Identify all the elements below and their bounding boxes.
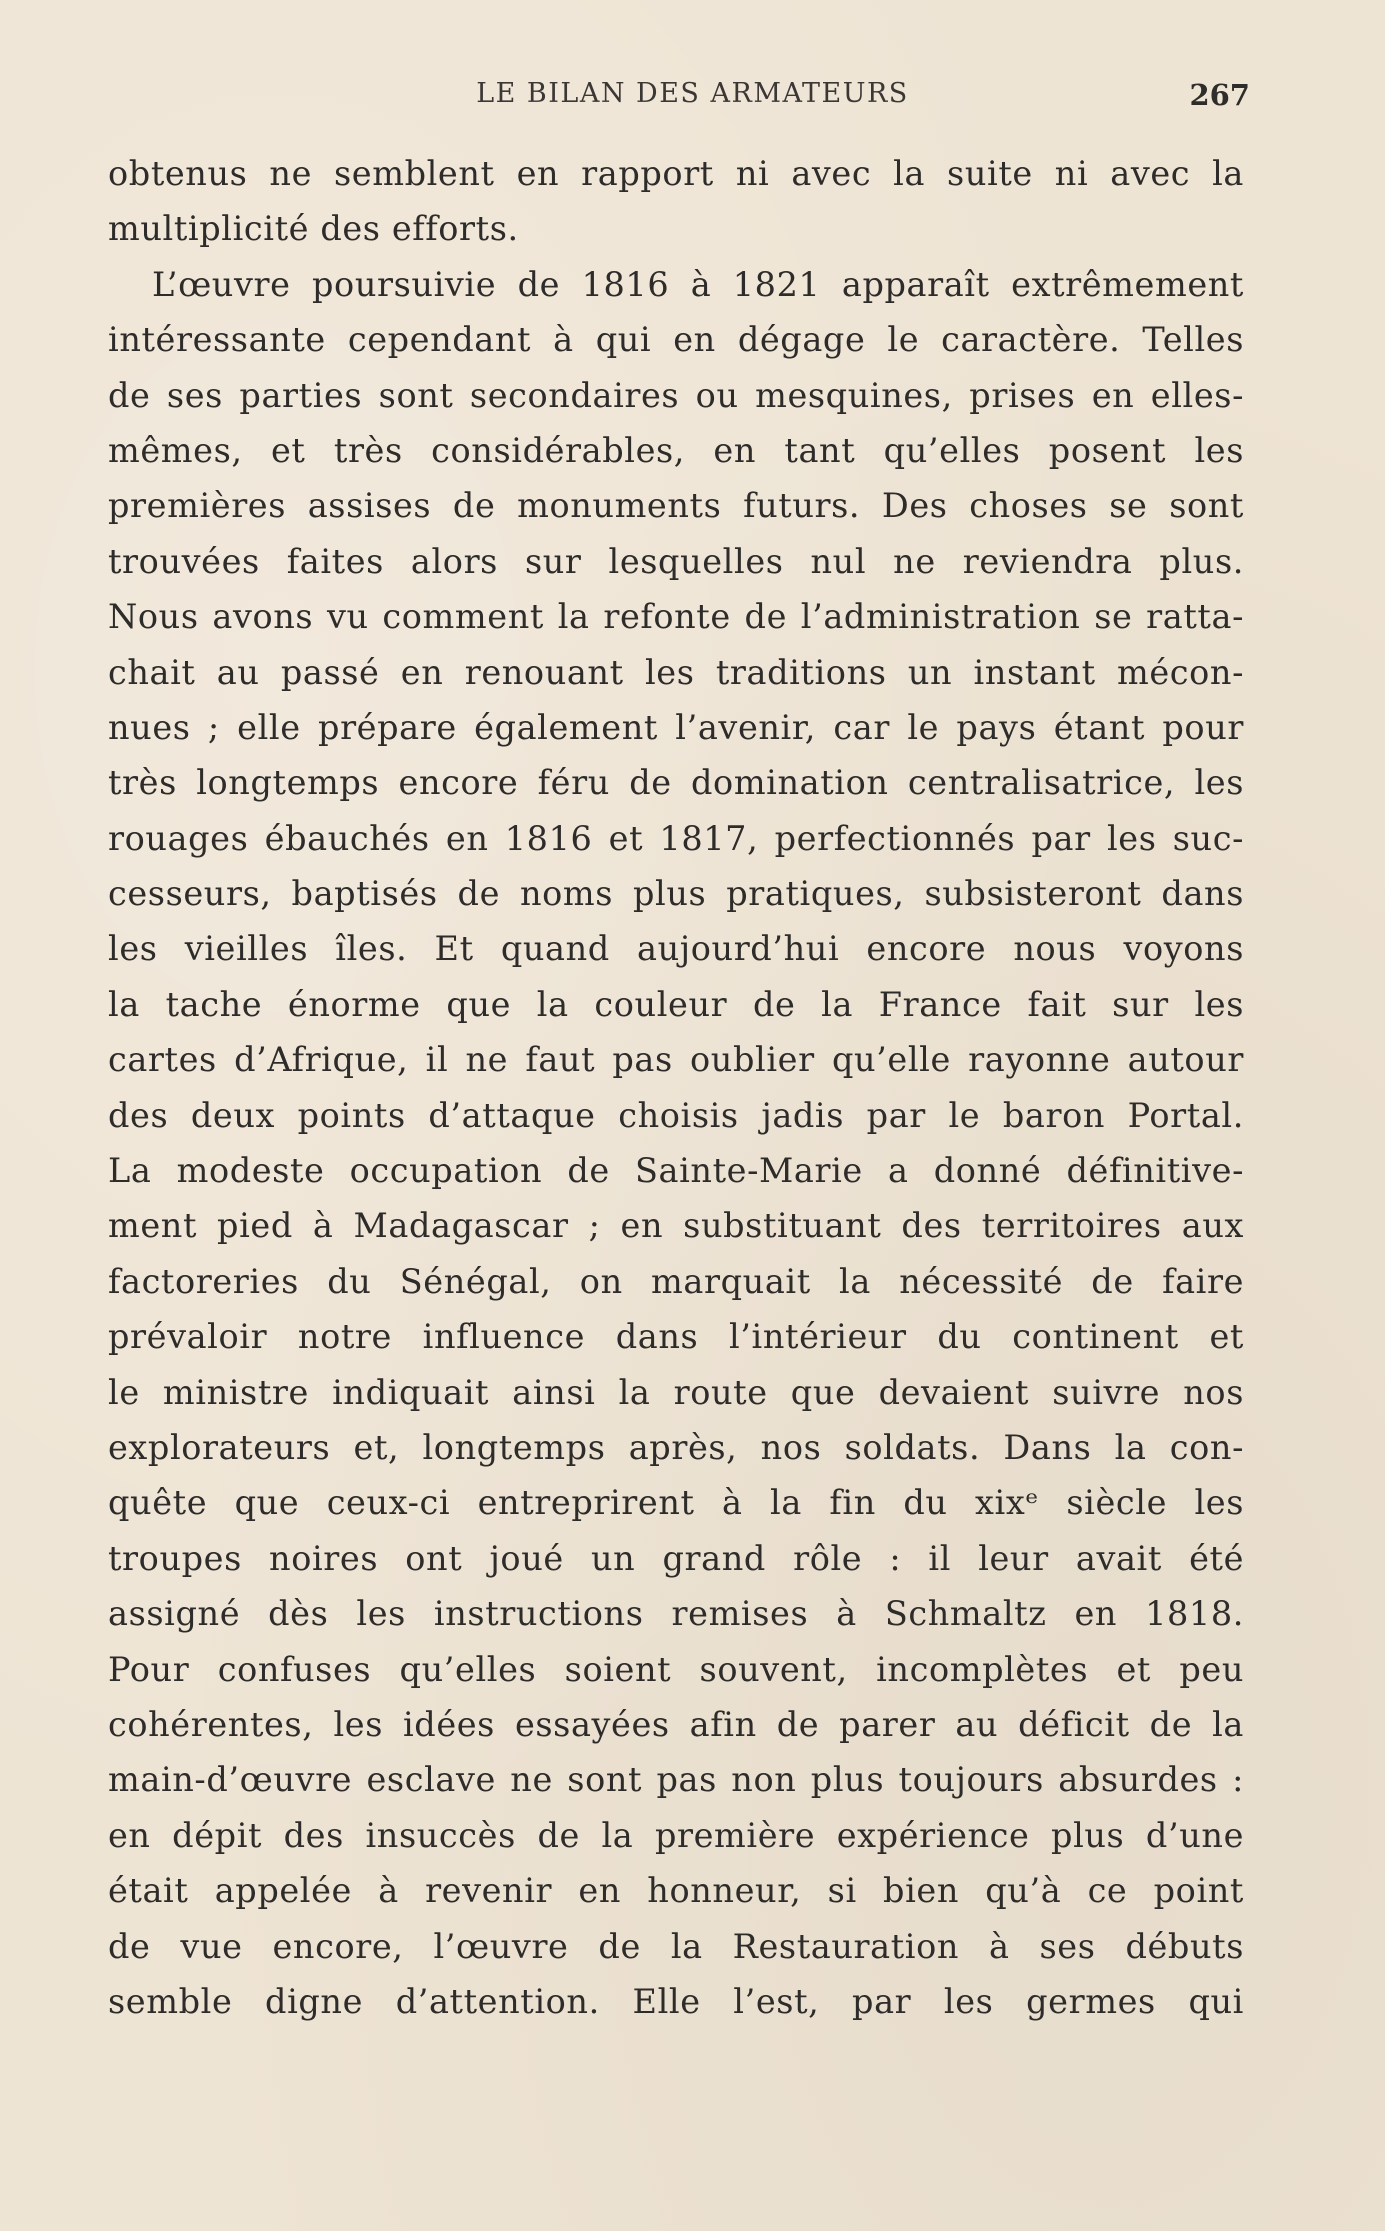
text-line: trouvées faites alors sur lesquelles nul ne reviendra plus. — [108, 541, 1244, 581]
text-line: Nous avons vu comment la refonte de l’administration se ratta- — [108, 597, 1244, 637]
text-line: très longtemps encore féru de domination centralisatrice, les — [108, 763, 1244, 803]
text-line: multiplicité des efforts. — [108, 209, 519, 249]
text-line: main-d’œuvre esclave ne sont pas non plus toujours absurdes : — [108, 1760, 1244, 1800]
text-line: troupes noires ont joué un grand rôle : il leur avait été — [108, 1538, 1244, 1578]
text-line: cohérentes, les idées essayées afin de parer au déficit de la — [108, 1704, 1244, 1744]
text-line: Pour confuses qu’elles soient souvent, incomplètes et peu — [108, 1649, 1244, 1689]
text-line: obtenus ne semblent en rapport ni avec la suite ni avec la — [108, 154, 1244, 193]
text-line: prévaloir notre influence dans l’intérieur du continent et — [108, 1317, 1244, 1357]
running-head — [0, 78, 1385, 118]
text-line: était appelée à revenir en honneur, si bien qu’à ce point — [108, 1871, 1244, 1911]
text-line: rouages ébauchés en 1816 et 1817, perfectionnés par les suc- — [108, 818, 1244, 858]
text-line: cartes d’Afrique, il ne faut pas oublier qu’elle rayonne autour — [108, 1040, 1244, 1080]
page-number: 267 — [1189, 78, 1250, 112]
text-line: semble digne d’attention. Elle l’est, par les germes qui — [108, 1981, 1244, 2021]
text-line: premières assises de monuments futurs. Des choses se sont — [108, 486, 1244, 526]
text-line: la tache énorme que la couleur de la France fait sur les — [108, 984, 1244, 1024]
text-line: L’œuvre poursuivie de 1816 à 1821 apparaît extrêmement — [152, 264, 1244, 304]
text-line: des deux points d’attaque choisis jadis par le baron Portal. — [108, 1095, 1244, 1135]
text-line: factoreries du Sénégal, on marquait la nécessité de faire — [108, 1261, 1244, 1301]
text-line: assigné dès les instructions remises à Schmaltz en 1818. — [108, 1594, 1244, 1634]
text-line: mêmes, et très considérables, en tant qu’elles posent les — [108, 430, 1244, 470]
text-line: nues ; elle prépare également l’avenir, car le pays étant pour — [108, 707, 1244, 747]
text-line: en dépit des insuccès de la première expérience plus d’une — [108, 1815, 1244, 1855]
text-line: explorateurs et, longtemps après, nos soldats. Dans la con- — [108, 1427, 1244, 1467]
running-title: LE BILAN DES ARMATEURS — [476, 78, 909, 109]
text-line: chait au passé en renouant les traditions un instant mécon- — [108, 652, 1244, 692]
text-line: ment pied à Madagascar ; en substituant des territoires aux — [108, 1206, 1244, 1246]
text-line: intéressante cependant à qui en dégage le caractère. Telles — [108, 320, 1244, 360]
body-text — [108, 146, 1244, 2029]
text-line: cesseurs, baptisés de noms plus pratiques, subsisteront dans — [108, 874, 1244, 914]
text-line: de ses parties sont secondaires ou mesquines, prises en elles- — [108, 375, 1244, 415]
text-line: La modeste occupation de Sainte-Marie a donné définitive- — [108, 1151, 1244, 1191]
text-line: le ministre indiquait ainsi la route que devaient suivre nos — [108, 1372, 1244, 1412]
text-line: quête que ceux-ci entreprirent à la fin du xixᵉ siècle les — [108, 1483, 1244, 1523]
text-line: les vieilles îles. Et quand aujourd’hui encore nous voyons — [108, 929, 1244, 969]
text-line: de vue encore, l’œuvre de la Restauration à ses débuts — [108, 1926, 1244, 1966]
